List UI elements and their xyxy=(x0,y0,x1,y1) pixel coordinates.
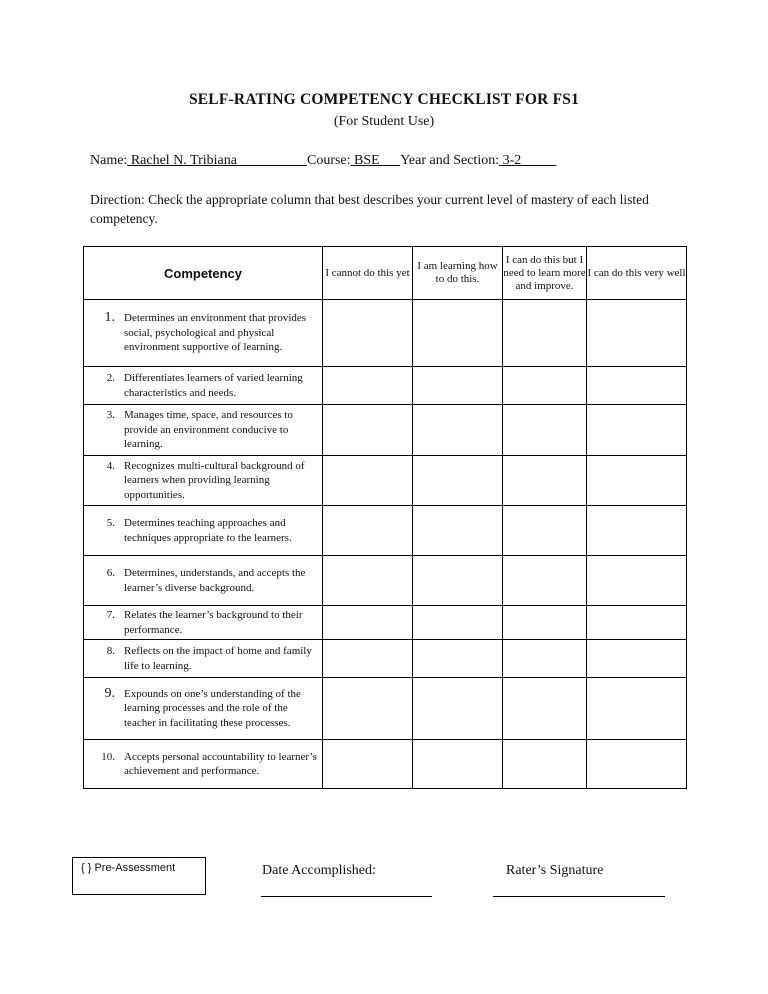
competency-number: 1. xyxy=(104,310,115,326)
check-cell-very-well[interactable] xyxy=(587,740,687,789)
check-cell-very-well[interactable] xyxy=(587,405,687,456)
table-row xyxy=(84,678,687,740)
header-cannot-do: I cannot do this yet xyxy=(323,247,413,300)
check-cell-learning[interactable] xyxy=(413,367,503,405)
check-cell-need-improve[interactable] xyxy=(503,456,587,506)
check-cell-cannot-do[interactable] xyxy=(323,556,413,606)
date-accomplished-label: Date Accomplished: xyxy=(262,863,376,878)
check-cell-learning[interactable] xyxy=(413,556,503,606)
competency-text: Determines an environment that provides social, psychological and physical environment supportive of learning. xyxy=(124,312,307,354)
header-learning: I am learning how to do this. xyxy=(413,247,503,300)
signature-line xyxy=(493,896,665,897)
competency-cell xyxy=(84,367,323,405)
check-cell-cannot-do[interactable] xyxy=(323,367,413,405)
competency-cell xyxy=(84,606,323,640)
name-value: Rachel N. Tribiana xyxy=(127,153,307,168)
check-cell-very-well[interactable] xyxy=(587,678,687,740)
table-row xyxy=(84,300,687,367)
competency-text: Differentiates learners of varied learning characteristics and needs. xyxy=(124,372,303,399)
competency-text: Relates the learner’s background to their performance. xyxy=(124,609,303,636)
document-subtitle: (For Student Use) xyxy=(333,114,435,129)
check-cell-cannot-do[interactable] xyxy=(323,640,413,678)
table-header-row xyxy=(84,247,687,300)
competency-cell xyxy=(84,640,323,678)
check-cell-need-improve[interactable] xyxy=(503,740,587,789)
check-cell-very-well[interactable] xyxy=(587,367,687,405)
competency-number: 5. xyxy=(106,517,115,529)
competency-cell xyxy=(84,506,323,556)
check-cell-need-improve[interactable] xyxy=(503,606,587,640)
year-section-label: Year and Section: xyxy=(400,153,500,168)
pre-assessment-box: { } Pre-Assessment xyxy=(72,857,206,895)
check-cell-learning[interactable] xyxy=(413,640,503,678)
competency-number: 2. xyxy=(106,372,115,384)
check-cell-very-well[interactable] xyxy=(587,456,687,506)
check-cell-need-improve[interactable] xyxy=(503,506,587,556)
check-cell-need-improve[interactable] xyxy=(503,405,587,456)
competency-number: 4. xyxy=(106,459,115,472)
competency-text: Determines teaching approaches and techniques appropriate to the learners. xyxy=(124,517,292,544)
year-section-value: 3-2 xyxy=(499,153,557,168)
check-cell-cannot-do[interactable] xyxy=(323,506,413,556)
competency-text: Manages time, space, and resources to provide an environment conducive to learning. xyxy=(124,409,293,451)
competency-cell xyxy=(84,556,323,606)
check-cell-cannot-do[interactable] xyxy=(323,300,413,367)
date-line xyxy=(261,896,432,897)
course-label: Course: xyxy=(306,153,351,168)
check-cell-cannot-do[interactable] xyxy=(323,740,413,789)
check-cell-very-well[interactable] xyxy=(587,606,687,640)
check-cell-learning[interactable] xyxy=(413,300,503,367)
competency-number: 9. xyxy=(104,685,115,701)
table-row xyxy=(84,367,687,405)
competency-cell xyxy=(84,740,323,789)
competency-number: 10. xyxy=(101,750,115,763)
competency-cell xyxy=(84,678,323,740)
check-cell-very-well[interactable] xyxy=(587,640,687,678)
competency-text: Expounds on one’s understanding of the learning processes and the role of the teacher in facilitating these processes. xyxy=(124,687,301,729)
competency-text: Accepts personal accountability to learner’s achievement and performance. xyxy=(124,750,317,777)
competency-number: 7. xyxy=(106,609,115,621)
competency-cell xyxy=(84,405,323,456)
check-cell-very-well[interactable] xyxy=(587,300,687,367)
check-cell-very-well[interactable] xyxy=(587,556,687,606)
name-label: Name: xyxy=(90,153,128,168)
competency-cell xyxy=(84,300,323,367)
check-cell-cannot-do[interactable] xyxy=(323,405,413,456)
rater-signature-label: Rater’s Signature xyxy=(506,863,604,878)
header-competency: Competency xyxy=(84,247,323,300)
header-very-well: I can do this very well xyxy=(587,247,687,300)
table-row xyxy=(84,606,687,640)
check-cell-learning[interactable] xyxy=(413,456,503,506)
check-cell-learning[interactable] xyxy=(413,506,503,556)
course-value: BSE xyxy=(350,153,401,168)
competency-number: 3. xyxy=(106,409,115,422)
table-row xyxy=(84,456,687,506)
table-row xyxy=(84,740,687,789)
direction-text: Direction: Check the appropriate column that best describes your current level of mastery of each listed competency. xyxy=(90,192,649,226)
student-info-line xyxy=(90,153,556,169)
check-cell-need-improve[interactable] xyxy=(503,678,587,740)
document-title: SELF-RATING COMPETENCY CHECKLIST FOR FS1 xyxy=(188,91,580,108)
check-cell-cannot-do[interactable] xyxy=(323,606,413,640)
check-cell-learning[interactable] xyxy=(413,678,503,740)
check-cell-learning[interactable] xyxy=(413,606,503,640)
check-cell-need-improve[interactable] xyxy=(503,367,587,405)
competency-number: 8. xyxy=(106,645,115,657)
check-cell-need-improve[interactable] xyxy=(503,556,587,606)
competency-text: Recognizes multi-cultural background of learners when providing learning opportunities. xyxy=(124,459,305,501)
check-cell-need-improve[interactable] xyxy=(503,640,587,678)
check-cell-cannot-do[interactable] xyxy=(323,678,413,740)
check-cell-learning[interactable] xyxy=(413,740,503,789)
check-cell-need-improve[interactable] xyxy=(503,300,587,367)
competency-table xyxy=(83,246,687,789)
table-row xyxy=(84,556,687,606)
table-row xyxy=(84,506,687,556)
competency-number: 6. xyxy=(106,567,115,579)
check-cell-cannot-do[interactable] xyxy=(323,456,413,506)
competency-cell xyxy=(84,456,323,506)
table-row xyxy=(84,405,687,456)
table-row xyxy=(84,640,687,678)
competency-text: Determines, understands, and accepts the learner’s diverse background. xyxy=(124,567,306,594)
check-cell-learning[interactable] xyxy=(413,405,503,456)
competency-text: Reflects on the impact of home and family life to learning. xyxy=(124,645,312,672)
check-cell-very-well[interactable] xyxy=(587,506,687,556)
header-need-improve: I can do this but I need to learn more and improve. xyxy=(503,247,587,300)
